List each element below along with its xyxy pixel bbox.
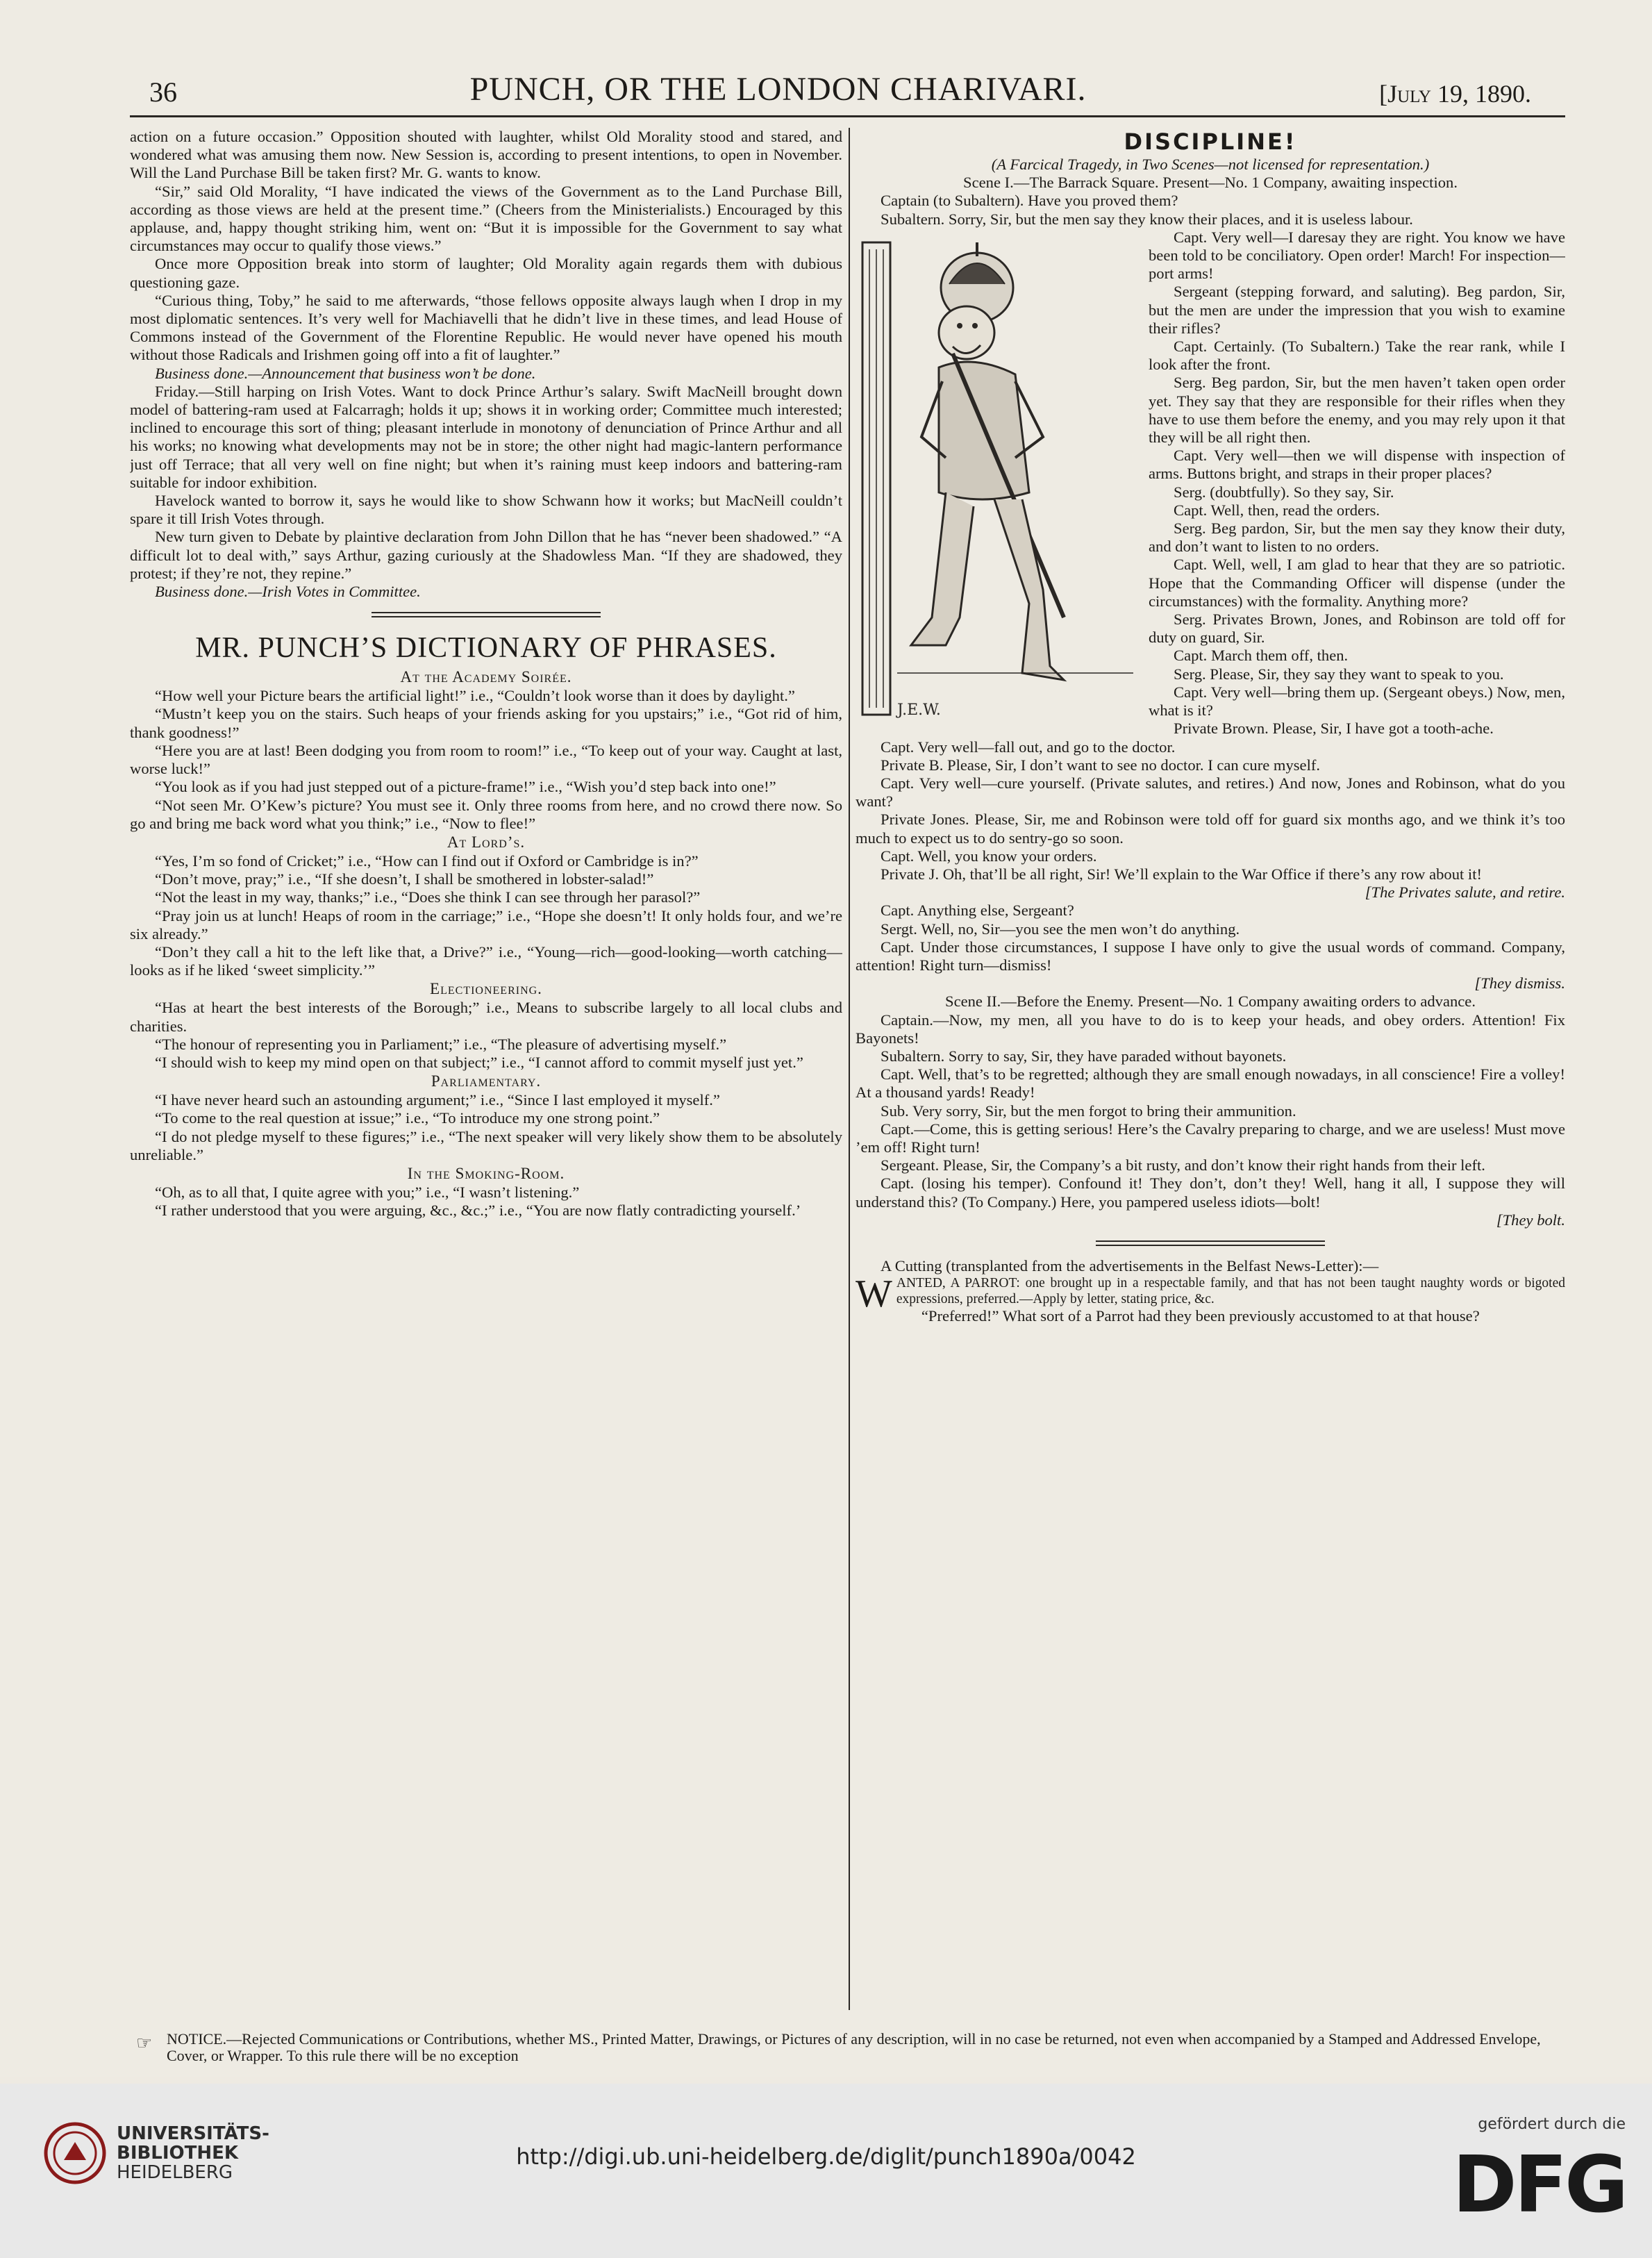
- phrase-entry: “Yes, I’m so fond of Cricket;” i.e., “How can I find out if Oxford or Cambridge is in?”: [155, 852, 699, 870]
- column-divider: [849, 128, 850, 2010]
- dialogue-line: Sergeant. Please, Sir, the Company’s a bit rusty, and don’t know their right hands from their left.: [881, 1156, 1485, 1174]
- cutting-intro: A Cutting (transplanted from the advertisements in the Belfast News-Letter):—: [881, 1256, 1379, 1275]
- dialogue-line: Capt. Anything else, Sergeant?: [881, 902, 1074, 920]
- paragraph: New turn given to Debate by plaintive declaration from John Dillon that he has “never been shadowed.” “A difficult lot to deal with,” says Arthur, gazing curiously at the Shadowless Man. “If they are shadowed, they protest; if they’re not, they repine.”: [130, 528, 842, 582]
- dialogue-line: Private Brown. Please, Sir, I have got a tooth-ache.: [1174, 720, 1494, 738]
- dialogue-line: Capt. March them off, then.: [1174, 647, 1349, 665]
- soldier-illustration: [856, 229, 1140, 722]
- phrase-entry: “Here you are at last! Been dodging you from room to room!” i.e., “To keep out of your way. Caught at last, worse luck!”: [130, 741, 842, 778]
- dialogue-line: Capt. Well, you know your orders.: [881, 847, 1097, 865]
- phrase-entry: “Don’t move, pray;” i.e., “If she doesn’t, I shall be smothered in lobster-salad!”: [155, 870, 654, 888]
- dialogue-line: Capt. Under those circumstances, I suppose I have only to give the usual words of command. Company, attention! Right turn—dismiss!: [856, 938, 1565, 974]
- paragraph: Friday.—Still harping on Irish Votes. Want to dock Prince Arthur’s salary. Swift MacNeill brought down model of battering-ram used at Falcarragh; holds it up; shows it in working order; Committee much interested; inclined to encourage this sort of thing; pleasant interlude in monotony of denunciation of Prince Arthur and all his works; no knowing what developments may not be in store; the other night had magic-lantern performance just off Terrace; that all very well on fine night; but when it’s raining must keep indoors and battering-ram suitable for indoor exhibition.: [130, 382, 842, 491]
- stage-direction: [They bolt.: [1496, 1211, 1565, 1229]
- dialogue-line: Serg. Please, Sir, they say they want to speak to you.: [1174, 665, 1504, 683]
- subheading: Electioneering.: [430, 980, 542, 998]
- phrase-entry: “Not the least in my way, thanks;” i.e., “Does she think I can see through her parasol?”: [155, 888, 701, 906]
- page-header: [149, 67, 1531, 108]
- paragraph: Havelock wanted to borrow it, says he would like to show Schwann how it works; but MacNeill couldn’t spare it till Irish Votes through.: [130, 492, 842, 528]
- phrase-entry: “I have never heard such an astounding argument;” i.e., “Since I last employed it myself.”: [155, 1091, 720, 1109]
- dialogue-line: Private Jones. Please, Sir, me and Robinson were told off for guard six months ago, and we think it’s too much to expect us to do sentry-go so soon.: [856, 811, 1565, 847]
- dialogue-line: Subaltern. Sorry, Sir, but the men say they know their places, and it is useless labour.: [881, 210, 1413, 228]
- soldier-drawing: [856, 229, 1140, 722]
- paragraph: action on a future occasion.” Opposition shouted with laughter, whilst Old Morality stood and stared, and wondered what was amusing them now. New Session is, according to present intentions, to open in November. Will the Land Purchase Bill be taken first? Mr. G. wants to know.: [130, 128, 842, 182]
- phrase-entry: “I rather understood that you were arguing, &c., &c.;” i.e., “You are now flatly contradicting yourself.’: [155, 1202, 801, 1220]
- header-rule: [130, 115, 1565, 117]
- right-column: [856, 128, 1565, 2077]
- dialogue-line: Serg. Privates Brown, Jones, and Robinson are told off for duty on guard, Sir.: [1149, 611, 1565, 647]
- phrase-entry: “How well your Picture bears the artificial light!” i.e., “Couldn’t look worse than it does by daylight.”: [155, 687, 795, 705]
- subheading: At Lord’s.: [447, 833, 526, 851]
- dialogue-line: Capt. Well, then, read the orders.: [1174, 501, 1380, 519]
- uni-line: BIBLIOTHEK: [117, 2143, 239, 2164]
- dialogue-line: Capt. (losing his temper). Confound it! They don’t, don’t they! Well, hang it all, I suppose they will understand this? (To Company.) Here, you pampered useless idiots—bolt!: [856, 1174, 1565, 1211]
- paragraph: “Sir,” said Old Morality, “I have indicated the views of the Government as to the Land Purchase Bill, according as those views are held at the present time.” (Cheers from the Ministerialists.) Encouraged by this applause, and, happy thought striking him, went on: “But it is impossible for the Government to say what circumstances may occur to qualify those views.”: [130, 182, 842, 255]
- masthead-title: PUNCH, OR THE LONDON CHARIVARI.: [469, 71, 1087, 108]
- phrase-entry: “I should wish to keep my mind open on that subject;” i.e., “I cannot afford to commit myself just yet.”: [155, 1053, 803, 1071]
- dialogue-line: Sergeant (stepping forward, and saluting). Beg pardon, Sir, but the men are under the impression that you wish to examine their rifles?: [1149, 283, 1565, 337]
- scene-heading: Scene I.—The Barrack Square. Present—No. 1 Company, awaiting inspection.: [963, 174, 1458, 192]
- page-number: 36: [149, 76, 177, 108]
- subheading: Parliamentary.: [431, 1072, 542, 1090]
- phrase-entry: “Has at heart the best interests of the Borough;” i.e., Means to subscribe largely to all local clubs and charities.: [130, 999, 842, 1035]
- dialogue-line: Capt. Well, well, I am glad to hear that they are so patriotic. Hope that the Commanding Officer will dispense (under the circumstances) with the formality. Anything more?: [1149, 556, 1565, 610]
- dialogue-line: Capt. Very well—fall out, and go to the doctor.: [881, 738, 1176, 756]
- dialogue-line: Capt. Very well—bring them up. (Sergeant obeys.) Now, men, what is it?: [1149, 683, 1565, 720]
- dialogue-line: Capt. Very well—then we will dispense with inspection of arms. Buttons bright, and straps in their proper places?: [1149, 447, 1565, 483]
- funding-label: gefördert durch die: [1478, 2116, 1626, 2133]
- dialogue-line: Capt. Very well—cure yourself. (Private salutes, and retires.) And now, Jones and Robinson, what do you want?: [856, 774, 1565, 811]
- viewer-footer: [0, 2084, 1652, 2258]
- closing-remark: “Preferred!” What sort of a Parrot had they been previously accustomed to at that house?: [921, 1307, 1480, 1325]
- phrase-entry: “I do not pledge myself to these figures;” i.e., “The next speaker will very likely show them to be absolutely unreliable.”: [130, 1127, 842, 1163]
- paragraph: Business done.—Announcement that business won’t be done.: [155, 364, 536, 382]
- stage-direction: [The Privates salute, and retire.: [1365, 883, 1565, 902]
- dialogue-line: Serg. Beg pardon, Sir, but the men say they know their duty, and don’t want to listen to no orders.: [1149, 520, 1565, 556]
- subheading: At the Academy Soirée.: [400, 668, 572, 686]
- pointing-hand-icon: ☞: [136, 2033, 153, 2053]
- dialogue-line: Capt. Very well—I daresay they are right. You know we have been told to be conciliatory. Open order! March! For inspection—port arms!: [1149, 228, 1565, 283]
- dialogue-line: Capt. Well, that’s to be regretted; although they are small enough nowadays, in all conscience! Fire a volley! At a thousand yards! Ready!: [856, 1065, 1565, 1102]
- phrase-entry: “Oh, as to all that, I quite agree with you;” i.e., “I wasn’t listening.”: [155, 1183, 580, 1201]
- subheading: In the Smoking-Room.: [407, 1164, 565, 1182]
- issue-date: [July 19, 1890.: [1379, 80, 1531, 108]
- dialogue-line: Capt.—Come, this is getting serious! Here’s the Cavalry preparing to charge, and we are useless! Must move ’em off! Right turn!: [856, 1120, 1565, 1156]
- paragraph: Once more Opposition break into storm of laughter; Old Morality again regards them with dubious questioning gaze.: [130, 255, 842, 291]
- phrase-entry: “Don’t they call a hit to the left like that, a Drive?” i.e., “Young—rich—good-looking—worth catching—looks as if he liked ‘sweet simplicity.’”: [130, 943, 842, 979]
- paragraph: Business done.—Irish Votes in Committee.: [155, 583, 421, 601]
- permalink-url[interactable]: http://digi.ub.uni-heidelberg.de/diglit/punch1890a/0042: [516, 2143, 1136, 2170]
- uni-line: HEIDELBERG: [117, 2162, 233, 2183]
- article-subtitle: (A Farcical Tragedy, in Two Scenes—not licensed for representation.): [991, 156, 1430, 173]
- dialogue-line: Serg. (doubtfully). So they say, Sir.: [1174, 483, 1394, 501]
- phrase-entry: “The honour of representing you in Parliament;” i.e., “The pleasure of advertising myself.”: [155, 1035, 727, 1053]
- dialogue-line: Sub. Very sorry, Sir, but the men forgot to bring their ammunition.: [881, 1102, 1296, 1120]
- article-title: DISCIPLINE!: [1124, 128, 1297, 155]
- advertisement-text: ANTED, A PARROT: one brought up in a respectable family, and that has not been taught naughty words or bigoted expressions, preferred.—Apply by letter, stating price, &c.: [896, 1276, 1565, 1307]
- dialogue-line: Captain.—Now, my men, all you have to do is to keep your heads, and obey orders. Attention! Fix Bayonets!: [856, 1011, 1565, 1047]
- uni-line: UNIVERSITÄTS-: [117, 2123, 269, 2144]
- notice-text: NOTICE.—Rejected Communications or Contributions, whether MS., Printed Matter, Drawings, or Pictures of any description, will in no case be returned, not even when accompanied by a Stamped and Addressed Envelope, Cover, or Wrapper. To this rule there will be no exception: [167, 2030, 1541, 2064]
- drop-cap: W: [856, 1272, 892, 1316]
- svg-text:J.E.W.: J.E.W.: [897, 701, 941, 719]
- section-title: MR. PUNCH’S DICTIONARY OF PHRASES.: [195, 632, 777, 665]
- dialogue-line: Captain (to Subaltern). Have you proved them?: [881, 192, 1178, 210]
- phrase-entry: “Not seen Mr. O’Kew’s picture? You must see it. Only three rooms from here, and no crowd there now. So go and bring me back word what you think;” i.e., “Now to flee!”: [130, 796, 842, 832]
- stage-direction: [They dismiss.: [1474, 974, 1565, 993]
- phrase-entry: “To come to the real question at issue;” i.e., “To introduce my one strong point.”: [155, 1109, 660, 1127]
- section-divider: [1096, 1240, 1325, 1246]
- dfg-logo[interactable]: DFG: [1452, 2140, 1626, 2230]
- paragraph: “Curious thing, Toby,” he said to me afterwards, “those fellows opposite always laugh when I drop in my most diplomatic sentences. It’s very well for Machiavelli that he didn’t live in these times, and lead House of Commons instead of the Government of the Florentine Republic. He would never have opened his mouth without those Radicals and Irishmen going off into a fit of laughter.”: [130, 291, 842, 364]
- section-divider: [372, 612, 601, 617]
- dialogue-line: Subaltern. Sorry to say, Sir, they have paraded without bayonets.: [881, 1047, 1287, 1065]
- dialogue-line: Serg. Beg pardon, Sir, but the men haven’t taken open order yet. They say that they are responsible for their rifles when they have to use them before the enemy, and you may rely upon it that they will be all right then.: [1149, 374, 1565, 447]
- phrase-entry: “Mustn’t keep you on the stairs. Such heaps of your friends asking for you upstairs;” i.e., “Got rid of him, thank goodness!”: [130, 705, 842, 741]
- phrase-entry: “Pray join us at lunch! Heaps of room in the carriage;” i.e., “Hope she doesn’t! It only holds four, and we’re six already.”: [130, 906, 842, 943]
- dialogue-line: Private B. Please, Sir, I don’t want to see no doctor. I can cure myself.: [881, 756, 1321, 774]
- left-column: [130, 128, 842, 2077]
- dialogue-line: Capt. Certainly. (To Subaltern.) Take the rear rank, while I look after the front.: [1149, 338, 1565, 374]
- dialogue-line: Sergt. Well, no, Sir—you see the men won’t do anything.: [881, 920, 1240, 938]
- notice: [136, 2030, 1549, 2064]
- phrase-entry: “You look as if you had just stepped out of a picture-frame!” i.e., “Wish you’d step back into one!”: [155, 778, 776, 796]
- dialogue-line: Private J. Oh, that’ll be all right, Sir! We’ll explain to the War Office if there’s any row about it!: [881, 865, 1482, 883]
- scene-heading: Scene II.—Before the Enemy. Present—No. 1 Company awaiting orders to advance.: [945, 993, 1476, 1011]
